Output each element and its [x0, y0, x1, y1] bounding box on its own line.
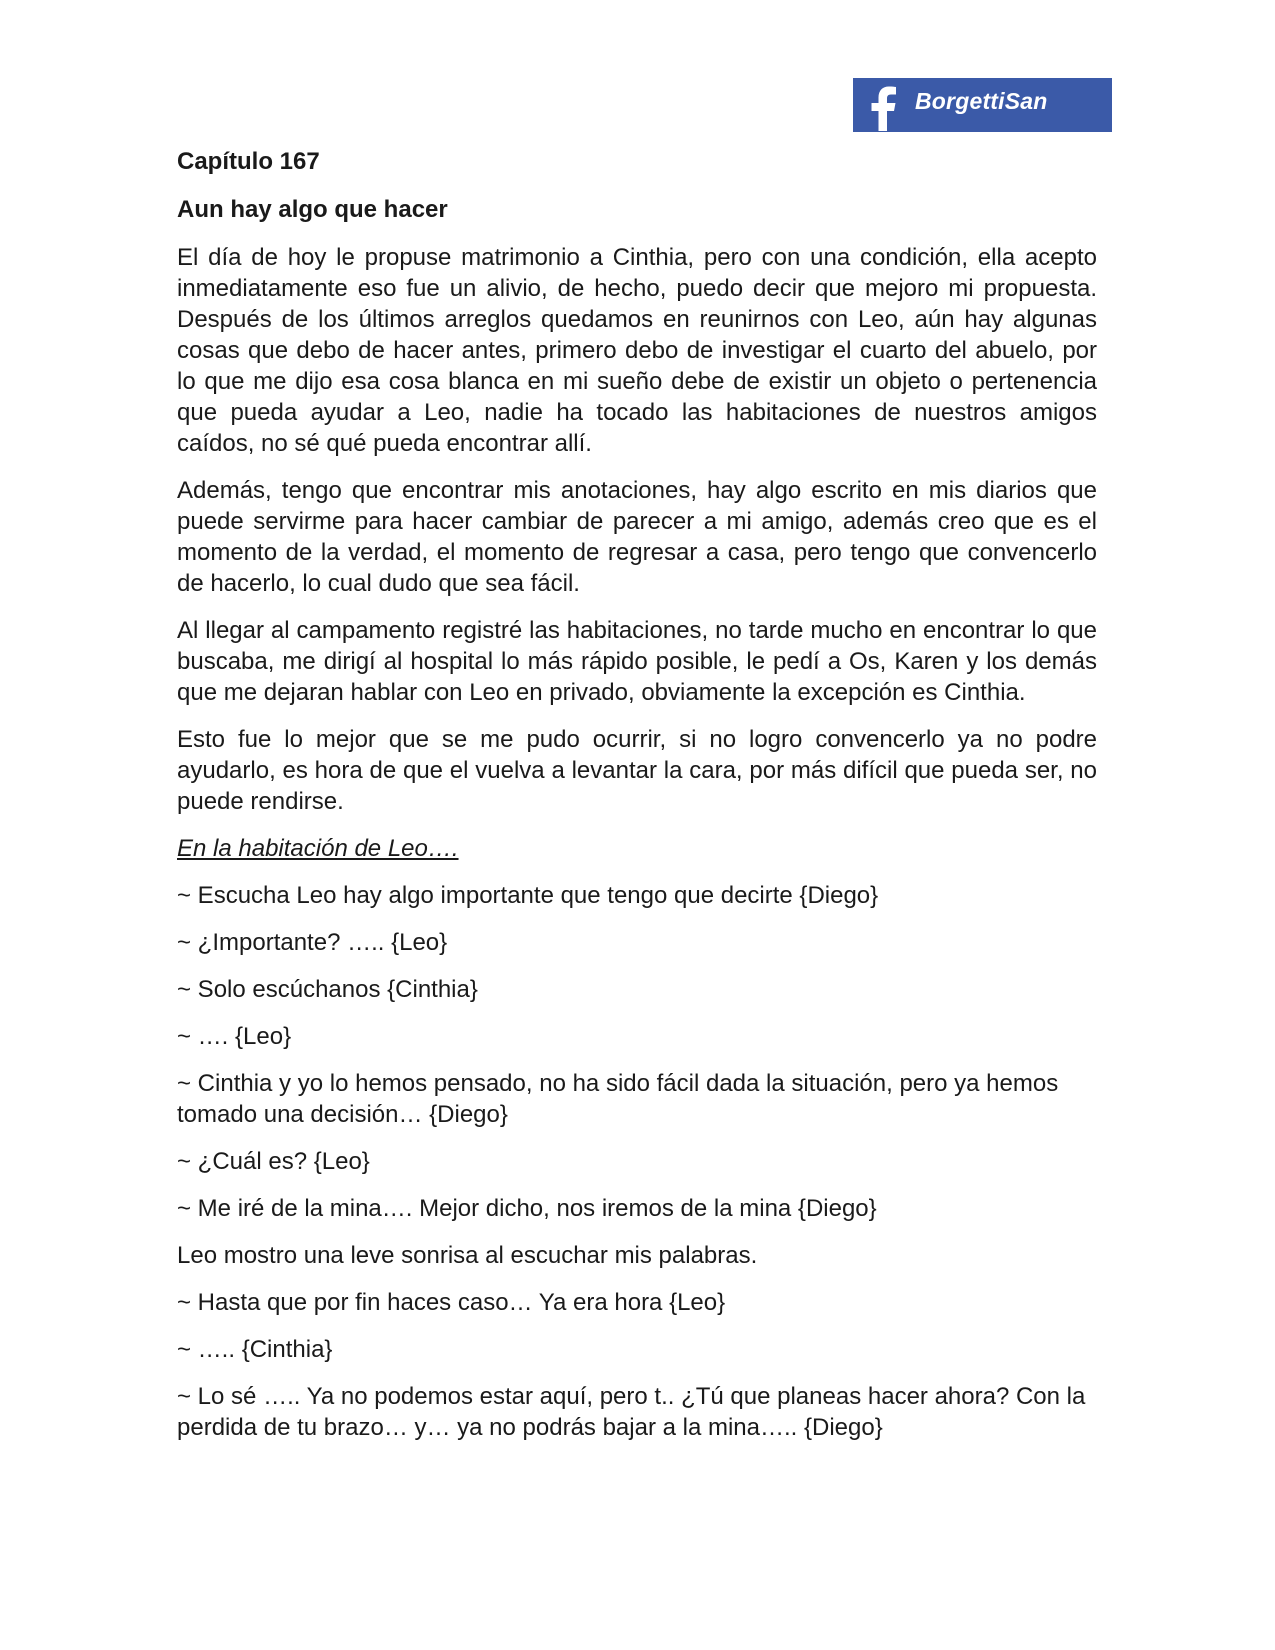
dialogue-line: ~ Escucha Leo hay algo importante que tengo que decirte {Diego}	[177, 882, 879, 909]
dialogue-line: ~ Me iré de la mina…. Mejor dicho, nos iremos de la mina {Diego}	[177, 1195, 877, 1222]
chapter-subtitle: Aun hay algo que hacer	[177, 196, 448, 223]
dialogue-line: ~ ¿Cuál es? {Leo}	[177, 1148, 370, 1175]
dialogue-line: ~ ¿Importante? ….. {Leo}	[177, 929, 448, 956]
paragraph: Además, tengo que encontrar mis anotaciones, hay algo escrito en mis diarios que puede servirme para hacer cambiar de parecer a mi amigo, además creo que es el momento de la verdad, el momento de regresar a casa, pero tengo que convencerlo de hacerlo, lo cual dudo que sea fácil.	[177, 477, 1097, 597]
facebook-icon	[853, 78, 913, 132]
paragraph: El día de hoy le propuse matrimonio a Cinthia, pero con una condición, ella acepto inmediatamente eso fue un alivio, de hecho, puedo decir que mejoro mi propuesta. Después de los últimos arreglos quedamos en reunirnos con Leo, aún hay algunas cosas que debo de hacer antes, primero debo de investigar el cuarto del abuelo, por lo que me dijo esa cosa blanca en mi sueño debe de existir un objeto o pertenencia que pueda ayudar a Leo, nadie ha tocado las habitaciones de nuestros amigos caídos, no sé qué pueda encontrar allí.	[177, 244, 1097, 457]
document-body	[177, 146, 1097, 1459]
narration-line: Leo mostro una leve sonrisa al escuchar mis palabras.	[177, 1242, 758, 1269]
scene-heading: En la habitación de Leo….	[177, 835, 459, 862]
chapter-title: Capítulo 167	[177, 148, 320, 175]
paragraph: Esto fue lo mejor que se me pudo ocurrir, si no logro convencerlo ya no podre ayudarlo, es hora de que el vuelva a levantar la cara, por más difícil que pueda ser, no puede rendirse.	[177, 726, 1097, 815]
dialogue-line: ~ Lo sé ….. Ya no podemos estar aquí, pero t.. ¿Tú que planeas hacer ahora? Con la perdida de tu brazo… y… ya no podrás bajar a la mina….. {Diego}	[177, 1383, 1086, 1441]
dialogue-line: ~ Cinthia y yo lo hemos pensado, no ha sido fácil dada la situación, pero ya hemos tomado una decisión… {Diego}	[177, 1070, 1059, 1128]
dialogue-line: ~ …. {Leo}	[177, 1023, 292, 1050]
dialogue-line: ~ Solo escúchanos {Cinthia}	[177, 976, 478, 1003]
facebook-badge[interactable]	[853, 78, 1112, 132]
dialogue-line: ~ ….. {Cinthia}	[177, 1336, 333, 1363]
page-name: BorgettiSan	[915, 87, 1048, 114]
paragraph: Al llegar al campamento registré las habitaciones, no tarde mucho en encontrar lo que buscaba, me dirigí al hospital lo más rápido posible, le pedí a Os, Karen y los demás que me dejaran hablar con Leo en privado, obviamente la excepción es Cinthia.	[177, 617, 1097, 706]
dialogue-line: ~ Hasta que por fin haces caso… Ya era hora {Leo}	[177, 1289, 726, 1316]
